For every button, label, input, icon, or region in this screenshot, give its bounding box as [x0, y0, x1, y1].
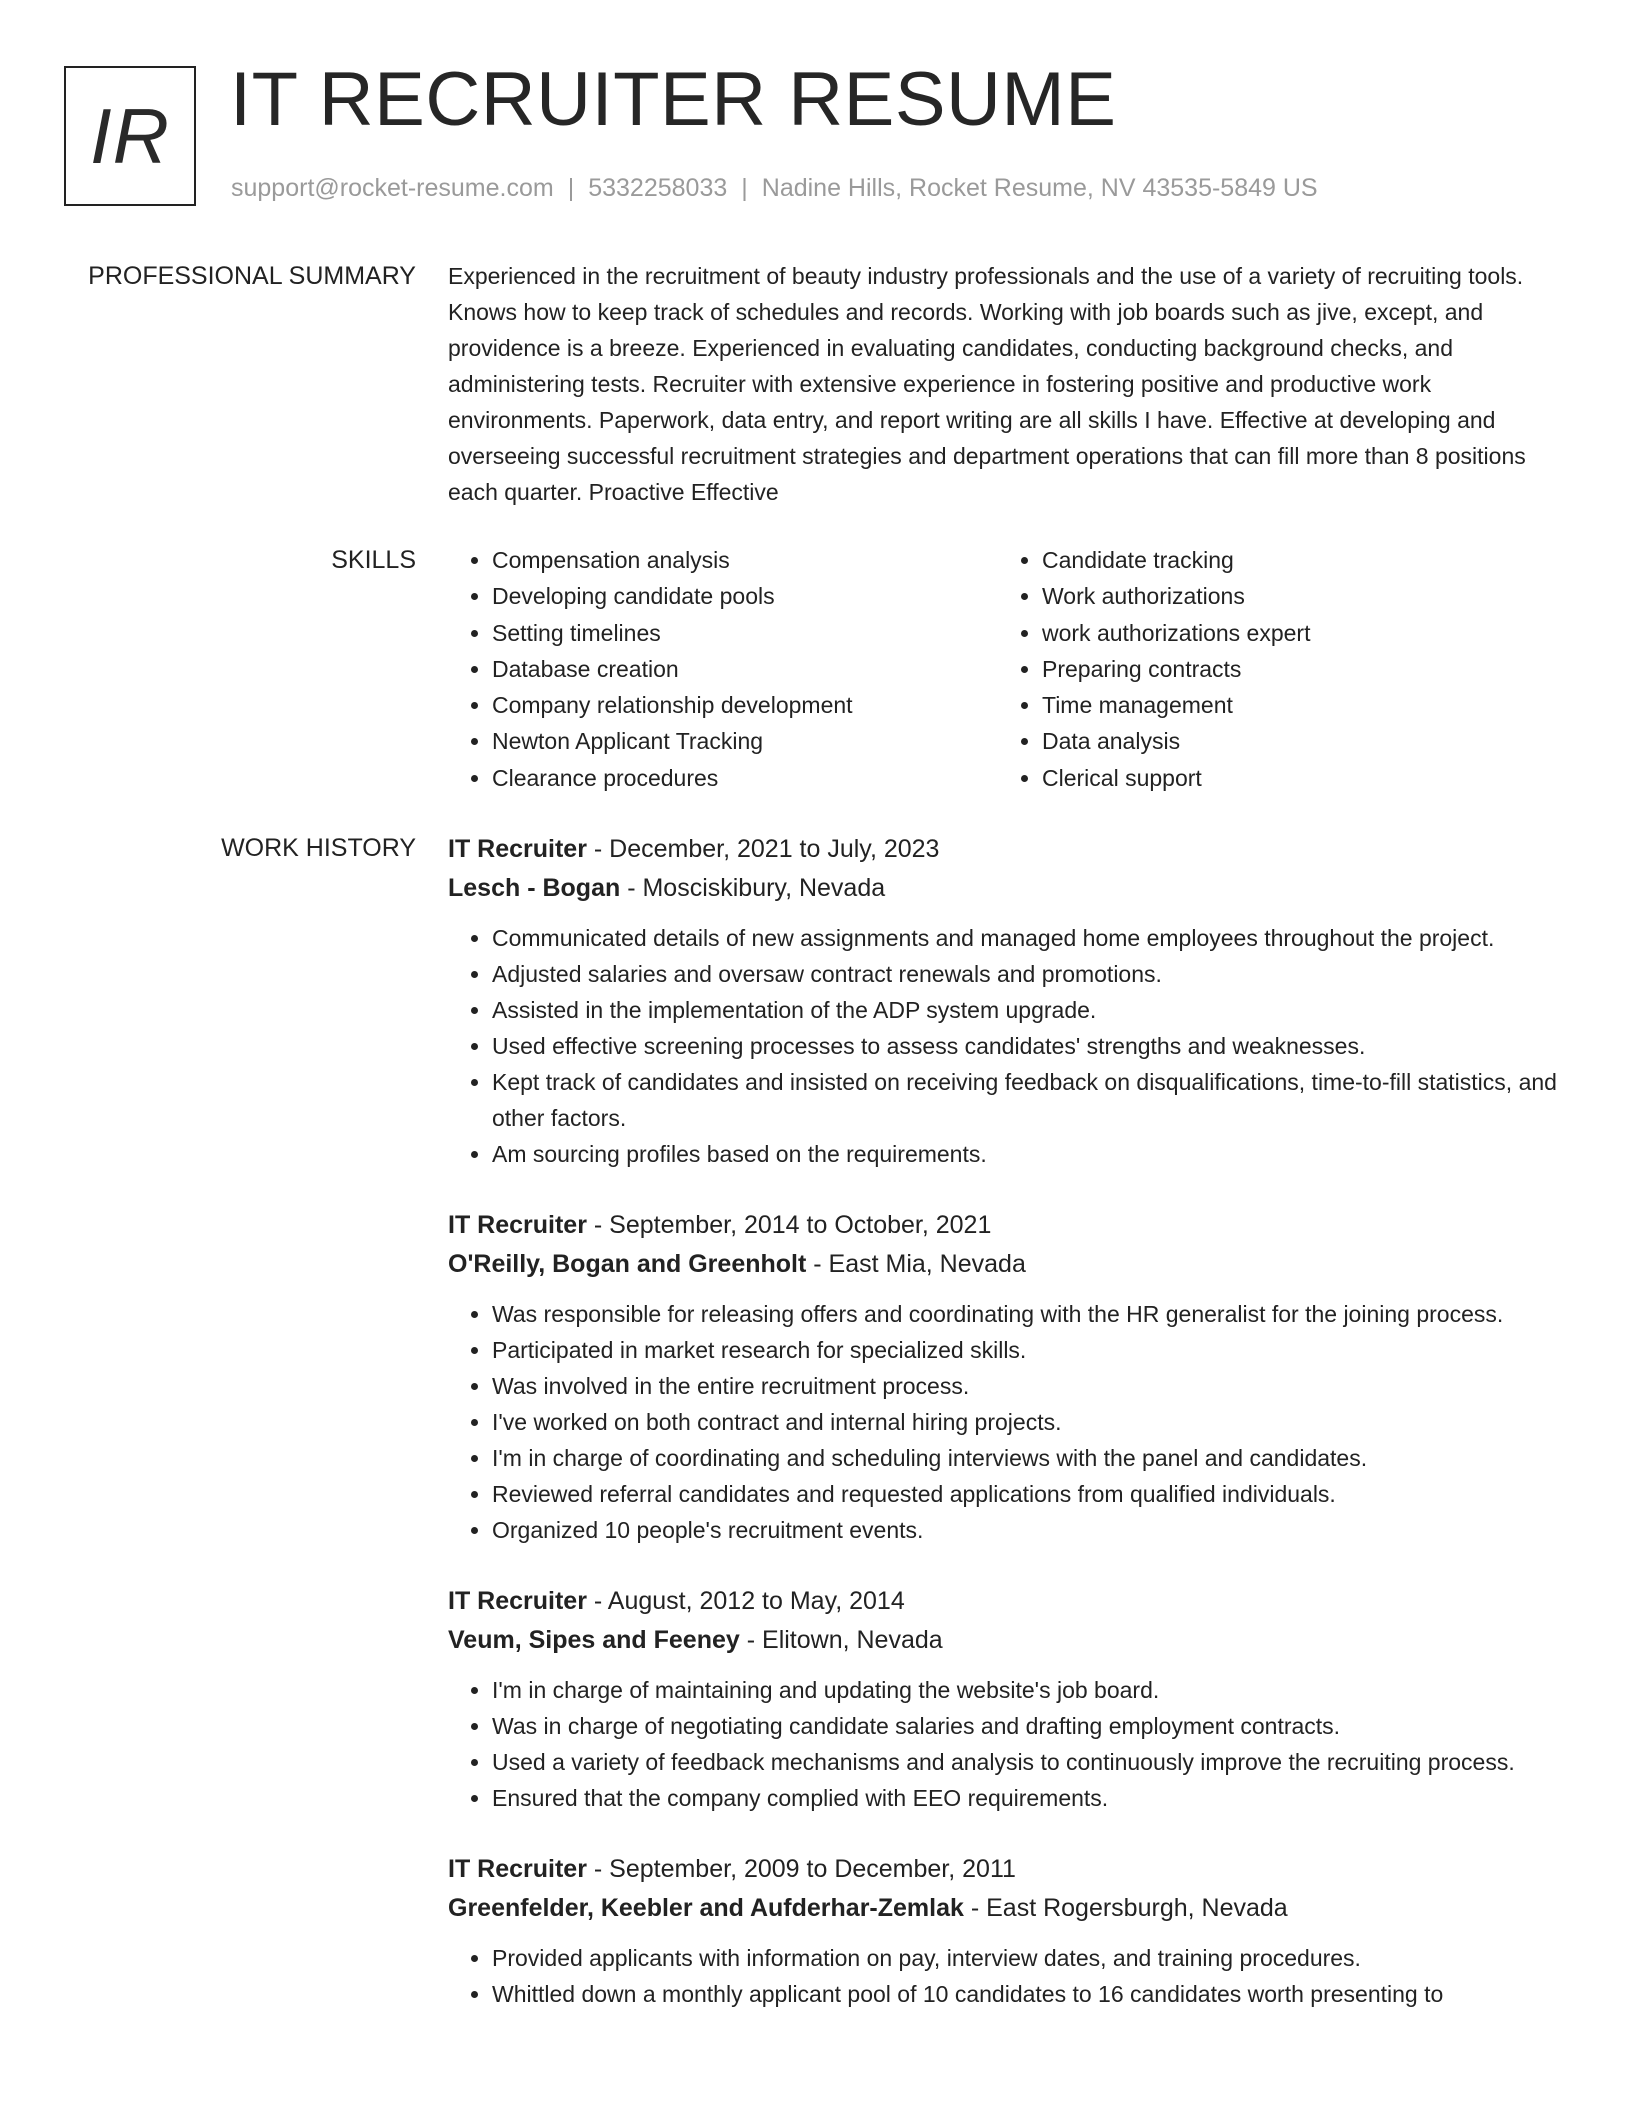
job-company: Veum, Sipes and Feeney — [448, 1626, 740, 1654]
skill-item: • Preparing contracts — [1042, 651, 1548, 687]
job-dates: - August, 2012 to May, 2014 — [586, 1587, 905, 1615]
job-bullet: • Whittled down a monthly applicant pool of 10 candidates to 16 candidates worth presenting to — [492, 1976, 1560, 2012]
skill-item: • Work authorizations — [1042, 578, 1548, 614]
job-location: - East Mia, Nevada — [806, 1250, 1026, 1278]
job-title-line — [448, 1206, 1560, 1245]
job-company: Lesch - Bogan — [448, 874, 621, 902]
job-bullet: • Used a variety of feedback mechanisms and analysis to continuously improve the recruiting process. — [492, 1744, 1560, 1780]
job-title-line — [448, 1850, 1560, 1889]
skill-item: • Database creation — [492, 651, 998, 687]
job-company-line — [448, 869, 1560, 908]
job-bullet: • Was involved in the entire recruitment process. — [492, 1368, 1560, 1404]
contact-line — [231, 174, 1318, 203]
job-bullet: • Ensured that the company complied with EEO requirements. — [492, 1780, 1560, 1816]
job-bullets — [448, 1672, 1560, 1816]
contact-separator: | — [741, 174, 748, 202]
job-company-line — [448, 1245, 1560, 1284]
job-location: - Mosciskibury, Nevada — [620, 874, 886, 902]
resume-title: IT RECRUITER RESUME — [230, 57, 1117, 142]
job-bullets — [448, 1296, 1560, 1548]
contact-separator: | — [567, 174, 575, 202]
skill-item: • Candidate tracking — [1042, 542, 1548, 578]
job-bullet: • Reviewed referral candidates and requested applications from qualified individuals. — [492, 1476, 1560, 1512]
job-bullets — [448, 920, 1560, 1172]
skill-item: • Newton Applicant Tracking — [492, 723, 998, 759]
skill-item: • Developing candidate pools — [492, 578, 998, 614]
skill-item: • Time management — [1042, 687, 1548, 723]
skill-item: • Clerical support — [1042, 760, 1548, 796]
job-title: IT Recruiter — [448, 1855, 587, 1883]
job-dates: - September, 2014 to October, 2021 — [586, 1211, 992, 1239]
job-company-line — [448, 1889, 1560, 1928]
job-location: - Elitown, Nevada — [739, 1626, 943, 1654]
job-bullet: • Assisted in the implementation of the ADP system upgrade. — [492, 992, 1560, 1028]
job-bullet: • Was responsible for releasing offers and coordinating with the HR generalist for the joining process. — [492, 1296, 1560, 1332]
job-entry — [448, 830, 1560, 1172]
job-bullet: • I'm in charge of maintaining and updating the website's job board. — [492, 1672, 1560, 1708]
job-location: - East Rogersburgh, Nevada — [963, 1894, 1288, 1922]
skill-item: • work authorizations expert — [1042, 615, 1548, 651]
work-history-heading: WORK HISTORY — [221, 834, 416, 862]
work-history-body — [448, 830, 1560, 2046]
contact-address: Nadine Hills, Rocket Resume, NV 43535-5849 US — [761, 174, 1318, 202]
job-company: O'Reilly, Bogan and Greenholt — [448, 1250, 807, 1278]
skill-item: • Data analysis — [1042, 723, 1548, 759]
skill-item: • Compensation analysis — [492, 542, 998, 578]
job-title: IT Recruiter — [448, 1211, 587, 1239]
job-bullet: • I've worked on both contract and internal hiring projects. — [492, 1404, 1560, 1440]
job-title-line — [448, 830, 1560, 869]
job-bullet: • Communicated details of new assignments and managed home employees throughout the project. — [492, 920, 1560, 956]
skills-list-left — [448, 542, 998, 796]
skill-item: • Setting timelines — [492, 615, 998, 651]
contact-phone[interactable]: 5332258033 — [588, 174, 728, 202]
job-entry — [448, 1850, 1560, 2012]
skills-list-right — [998, 542, 1548, 796]
monogram: IR — [64, 66, 196, 206]
job-entry — [448, 1582, 1560, 1816]
job-bullets — [448, 1940, 1560, 2012]
job-bullet: • Kept track of candidates and insisted on receiving feedback on disqualifications, time-to-fill statistics, and other factors. — [492, 1064, 1560, 1136]
contact-email[interactable]: support@rocket-resume.com — [231, 174, 554, 202]
skill-item: • Company relationship development — [492, 687, 998, 723]
skills-body — [448, 542, 1560, 796]
job-bullet: • Adjusted salaries and oversaw contract renewals and promotions. — [492, 956, 1560, 992]
job-title: IT Recruiter — [448, 1587, 587, 1615]
job-bullet: • Was in charge of negotiating candidate salaries and drafting employment contracts. — [492, 1708, 1560, 1744]
job-bullet: • I'm in charge of coordinating and scheduling interviews with the panel and candidates. — [492, 1440, 1560, 1476]
summary-body — [448, 258, 1560, 510]
skills-heading: SKILLS — [331, 546, 416, 574]
job-bullet: • Provided applicants with information on pay, interview dates, and training procedures. — [492, 1940, 1560, 1976]
summary-heading: PROFESSIONAL SUMMARY — [88, 262, 416, 290]
job-bullet: • Participated in market research for specialized skills. — [492, 1332, 1560, 1368]
job-bullet: • Used effective screening processes to assess candidates' strengths and weaknesses. — [492, 1028, 1560, 1064]
summary-text: Experienced in the recruitment of beauty industry professionals and the use of a variety of recruiting tools. Knows how to keep track of schedules and records. Working with job boards such as jive, except, and providence is a breeze. Experienced in evaluating candidates, conducting background checks, and administering tests. Recruiter with extensive experience in fostering positive and productive work environments. Paperwork, data entry, and report writing are all skills I have. Effective at developing and overseeing successful recruitment strategies and department operations that can fill more than 8 positions each quarter. Proactive Effective — [448, 263, 1526, 505]
skill-item: • Clearance procedures — [492, 760, 998, 796]
job-company: Greenfelder, Keebler and Aufderhar-Zemlak — [448, 1894, 964, 1922]
job-bullet: • Am sourcing profiles based on the requirements. — [492, 1136, 1560, 1172]
job-dates: - September, 2009 to December, 2011 — [586, 1855, 1016, 1883]
job-dates: - December, 2021 to July, 2023 — [586, 835, 940, 863]
job-entry — [448, 1206, 1560, 1548]
job-title: IT Recruiter — [448, 835, 587, 863]
job-bullet: • Organized 10 people's recruitment events. — [492, 1512, 1560, 1548]
job-company-line — [448, 1621, 1560, 1660]
job-title-line — [448, 1582, 1560, 1621]
